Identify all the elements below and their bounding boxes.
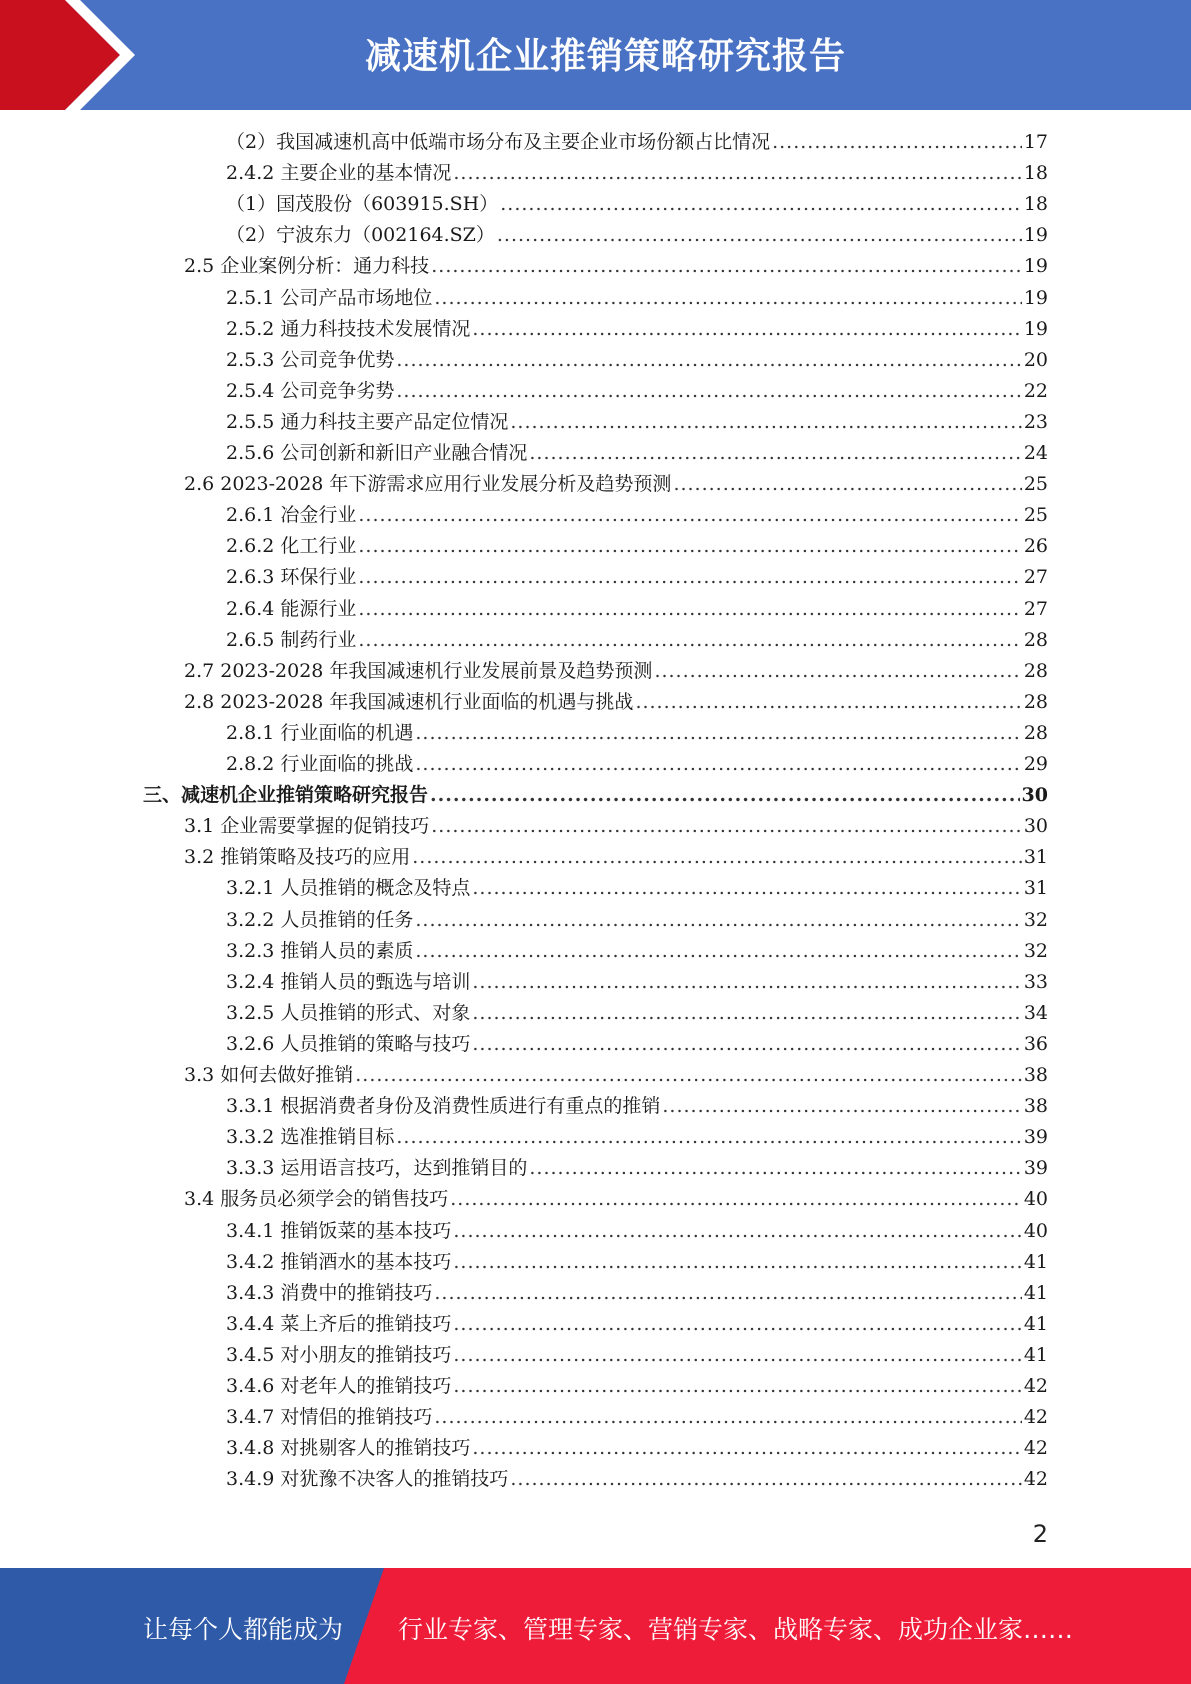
toc-entry-title: 2.6.4 能源行业 [226,597,357,620]
toc-dot-leader [434,1402,1021,1433]
page-number: 2 [1032,1520,1048,1548]
toc-dot-leader [529,438,1021,469]
toc-dot-leader [396,376,1021,407]
toc-entry[interactable] [226,1247,1048,1278]
toc-entry-page: 18 [1023,162,1048,185]
toc-dot-leader [415,936,1021,967]
toc-dot-leader [453,1371,1021,1402]
toc-entry-title: 2.7 2023-2028 年我国减速机行业发展前景及趋势预测 [184,659,653,682]
toc-dot-leader [497,220,1022,251]
toc-entry-page: 27 [1023,597,1048,620]
toc-entry-title: （2）我国减速机高中低端市场分布及主要企业市场份额占比情况 [226,131,771,153]
toc-dot-leader [358,594,1021,625]
toc-entry-title: 3.3.2 选准推销目标 [226,1126,395,1149]
toc-entry-page: 26 [1023,535,1048,558]
toc-dot-leader [450,1184,1022,1215]
toc-dot-leader [472,1029,1021,1060]
footer-slogan-right: 行业专家、管理专家、营销专家、战略专家、成功企业家…… [398,1615,1074,1644]
toc-dot-leader [358,500,1021,531]
toc-dot-leader [415,905,1021,936]
toc-entry-page: 38 [1023,1095,1048,1118]
toc-entry[interactable] [226,407,1048,438]
toc-entry-title: 3.4.2 推销酒水的基本技巧 [226,1250,452,1273]
toc-entry-title: 2.6 2023-2028 年下游需求应用行业发展分析及趋势预测 [184,473,672,496]
toc-entry[interactable] [226,1340,1048,1371]
toc-entry-page: 34 [1023,1001,1048,1024]
toc-entry-page: 41 [1023,1250,1048,1273]
toc-entry[interactable] [226,998,1048,1029]
toc-dot-leader [472,967,1021,998]
toc-entry-page: 40 [1023,1219,1048,1242]
toc-entry[interactable] [226,1464,1048,1495]
toc-entry-page: 40 [1023,1188,1048,1211]
toc-entry-page: 28 [1023,659,1048,682]
toc-entry-title: 3.2.5 人员推销的形式、对象 [226,1001,471,1024]
toc-entry-title: 2.6.5 制药行业 [226,628,357,651]
toc-entry-title: 2.6.1 冶金行业 [226,504,357,527]
toc-entry-title: 3.3.1 根据消费者身份及消费性质进行有重点的推销 [226,1095,661,1118]
toc-entry-title: 2.5.3 公司竞争优势 [226,348,395,371]
toc-entry[interactable] [226,345,1048,376]
toc-dot-leader [358,625,1021,656]
toc-dot-leader [453,1309,1021,1340]
toc-entry[interactable] [226,189,1048,220]
header-title: 减速机企业推销策略研究报告 [364,36,846,77]
toc-entry-page: 32 [1023,939,1048,962]
toc-entry-page: 25 [1023,473,1048,496]
toc-entry-page: 39 [1023,1157,1048,1180]
toc-entry-title: 2.6.3 环保行业 [226,566,357,589]
toc-entry-page: 29 [1023,753,1048,775]
footer-slogan-left: 让每个人都能成为 [143,1615,344,1644]
toc-entry-page: 42 [1023,1437,1048,1460]
toc-dot-leader [415,749,1021,780]
toc-entry-title: 3.4.6 对老年人的推销技巧 [226,1375,452,1397]
toc-dot-leader [772,127,1022,158]
toc-dot-leader [434,283,1021,314]
toc-entry-page: 38 [1023,1064,1048,1086]
toc-entry[interactable] [226,158,1048,189]
toc-entry-title: 三、减速机企业推销策略研究报告 [143,784,429,807]
toc-entry-page: 41 [1023,1343,1048,1366]
toc-entry[interactable] [226,1091,1048,1122]
toc-entry-page: 41 [1023,1312,1048,1335]
toc-entry-page: 42 [1023,1468,1048,1491]
toc-dot-leader [472,998,1021,1029]
toc-entry[interactable] [226,1278,1048,1309]
toc-entry-title: 3.3 如何去做好推销 [184,1064,354,1086]
toc-dot-leader [673,469,1021,500]
toc-entry[interactable] [226,1029,1048,1060]
toc-dot-leader [472,873,1021,904]
toc-entry[interactable] [226,220,1048,251]
toc-dot-leader [500,189,1022,220]
toc-entry[interactable] [226,967,1048,998]
toc-entry[interactable] [226,1122,1048,1153]
toc-entry-page: 42 [1023,1375,1048,1397]
toc-entry-page: 27 [1023,566,1048,589]
toc-entry-title: 2.5.1 公司产品市场地位 [226,286,433,309]
toc-entry-title: 2.5.2 通力科技技术发展情况 [226,317,471,340]
toc-dot-leader [453,1340,1021,1371]
toc-entry-title: 3.2.3 推销人员的素质 [226,939,414,962]
toc-entry[interactable] [226,438,1048,469]
toc-entry[interactable] [184,687,1048,718]
toc-entry-title: 2.6.2 化工行业 [226,535,357,558]
toc-entry[interactable] [184,1060,1048,1091]
toc-entry-page: 39 [1023,1126,1048,1149]
toc-entry-page: 20 [1023,348,1048,371]
toc-entry-title: 2.4.2 主要企业的基本情况 [226,162,452,185]
toc-entry-title: 3.4.8 对挑剔客人的推销技巧 [226,1437,471,1460]
toc-entry[interactable] [226,1309,1048,1340]
toc-entry-title: 3.4.4 菜上齐后的推销技巧 [226,1312,452,1335]
toc-entry-page: 17 [1023,131,1048,153]
toc-entry-page: 32 [1023,908,1048,931]
toc-entry-title: 2.5.5 通力科技主要产品定位情况 [226,410,509,433]
toc-entry-title: 3.3.3 运用语言技巧，达到推销目的 [226,1157,528,1180]
toc-dot-leader [415,718,1021,749]
toc-entry-page: 22 [1023,379,1048,402]
toc-dot-leader [472,314,1021,345]
toc-dot-leader [472,1433,1021,1464]
toc-entry-page: 30 [1023,815,1048,838]
toc-dot-leader [431,811,1022,842]
toc-entry[interactable] [226,1433,1048,1464]
toc-dot-leader [396,345,1021,376]
toc-entry[interactable] [226,1153,1048,1184]
toc-entry-title: 2.8.2 行业面临的挑战 [226,753,414,775]
toc-dot-leader [654,656,1021,687]
toc-entry[interactable] [184,842,1048,873]
toc-entry[interactable] [226,873,1048,904]
toc-entry[interactable] [226,594,1048,625]
toc-entry-page: 41 [1023,1281,1048,1304]
toc-entry-title: 3.4.9 对犹豫不决客人的推销技巧 [226,1468,509,1491]
toc-entry-title: （1）国茂股份（603915.SH） [226,193,499,216]
toc-entry[interactable] [184,811,1048,842]
toc-entry-title: 2.8 2023-2028 年我国减速机行业面临的机遇与挑战 [184,690,634,713]
toc-dot-leader [355,1060,1022,1091]
toc-dot-leader [434,1278,1021,1309]
toc-dot-leader [430,780,1020,811]
toc-dot-leader [662,1091,1021,1122]
toc-entry-title: 3.4.5 对小朋友的推销技巧 [226,1343,452,1366]
toc-dot-leader [529,1153,1021,1184]
toc-dot-leader [396,1122,1021,1153]
toc-entry-page: 19 [1023,286,1048,309]
toc-entry-page: 42 [1023,1406,1048,1429]
toc-entry-title: 2.5.4 公司竞争劣势 [226,379,395,402]
toc-entry[interactable] [226,749,1048,780]
toc-entry[interactable] [184,656,1048,687]
toc-entry[interactable] [226,283,1048,314]
toc-entry-page: 23 [1023,410,1048,433]
toc-dot-leader [510,1464,1021,1495]
toc-entry[interactable] [226,500,1048,531]
toc-dot-leader [358,531,1021,562]
page-header [0,0,1191,110]
page-footer [0,1568,1191,1684]
toc-entry[interactable] [184,1184,1048,1215]
toc-entry-title: 3.2.2 人员推销的任务 [226,908,414,931]
toc-entry-page: 31 [1023,846,1048,869]
toc-entry-page: 19 [1023,317,1048,340]
toc-entry-page: 24 [1023,442,1048,464]
toc-dot-leader [453,1247,1021,1278]
toc-entry[interactable] [226,1402,1048,1433]
toc-entry-title: 3.1 企业需要掌握的促销技巧 [184,815,430,838]
toc-entry-page: 36 [1023,1032,1048,1055]
toc-entry[interactable] [184,469,1048,500]
toc-entry[interactable] [226,1216,1048,1247]
toc-entry-title: 3.2.4 推销人员的甄选与培训 [226,970,471,993]
toc-entry[interactable] [226,562,1048,593]
toc-entry-title: 3.2.1 人员推销的概念及特点 [226,877,471,900]
toc-entry[interactable] [226,376,1048,407]
toc-entry-page: 30 [1021,784,1048,807]
toc-entry-page: 19 [1023,255,1048,278]
toc-dot-leader [453,158,1021,189]
toc-entry-title: 3.4.1 推销饭菜的基本技巧 [226,1219,452,1242]
toc-entry[interactable] [226,625,1048,656]
toc-entry-page: 28 [1023,628,1048,651]
toc-entry-title: 3.4.3 消费中的推销技巧 [226,1281,433,1304]
toc-entry-page: 28 [1023,721,1048,744]
toc-entry-title: 3.4.7 对情侣的推销技巧 [226,1406,433,1429]
toc-entry-title: 2.8.1 行业面临的机遇 [226,721,414,744]
toc-entry[interactable] [226,531,1048,562]
toc-entry-page: 31 [1023,877,1048,900]
toc-entry-title: 2.5 企业案例分析：通力科技 [184,255,430,278]
toc-entry-page: 18 [1023,193,1048,216]
toc-entry[interactable] [184,251,1048,282]
toc-entry-title: 2.5.6 公司创新和新旧产业融合情况 [226,442,528,464]
toc-entry-title: 3.2 推销策略及技巧的应用 [184,846,411,869]
toc-entry[interactable] [226,314,1048,345]
toc-dot-leader [635,687,1021,718]
toc-dot-leader [453,1216,1021,1247]
toc-entry-page: 33 [1023,970,1048,993]
toc-entry-title: 3.2.6 人员推销的策略与技巧 [226,1032,471,1055]
toc-entry[interactable] [226,1371,1048,1402]
toc-entry-title: 3.4 服务员必须学会的销售技巧 [184,1188,449,1211]
toc-dot-leader [412,842,1022,873]
toc-entry[interactable] [143,780,1048,811]
toc-entry-page: 28 [1023,690,1048,713]
toc-entry[interactable] [226,905,1048,936]
toc-dot-leader [431,251,1022,282]
toc-entry[interactable] [226,936,1048,967]
toc-entry-page: 25 [1023,504,1048,527]
toc-entry[interactable] [226,127,1048,158]
toc-dot-leader [358,562,1021,593]
toc-entry-page: 19 [1023,224,1048,247]
toc-entry-title: （2）宁波东力（002164.SZ） [226,224,495,247]
toc-dot-leader [510,407,1021,438]
toc-entry[interactable] [226,718,1048,749]
